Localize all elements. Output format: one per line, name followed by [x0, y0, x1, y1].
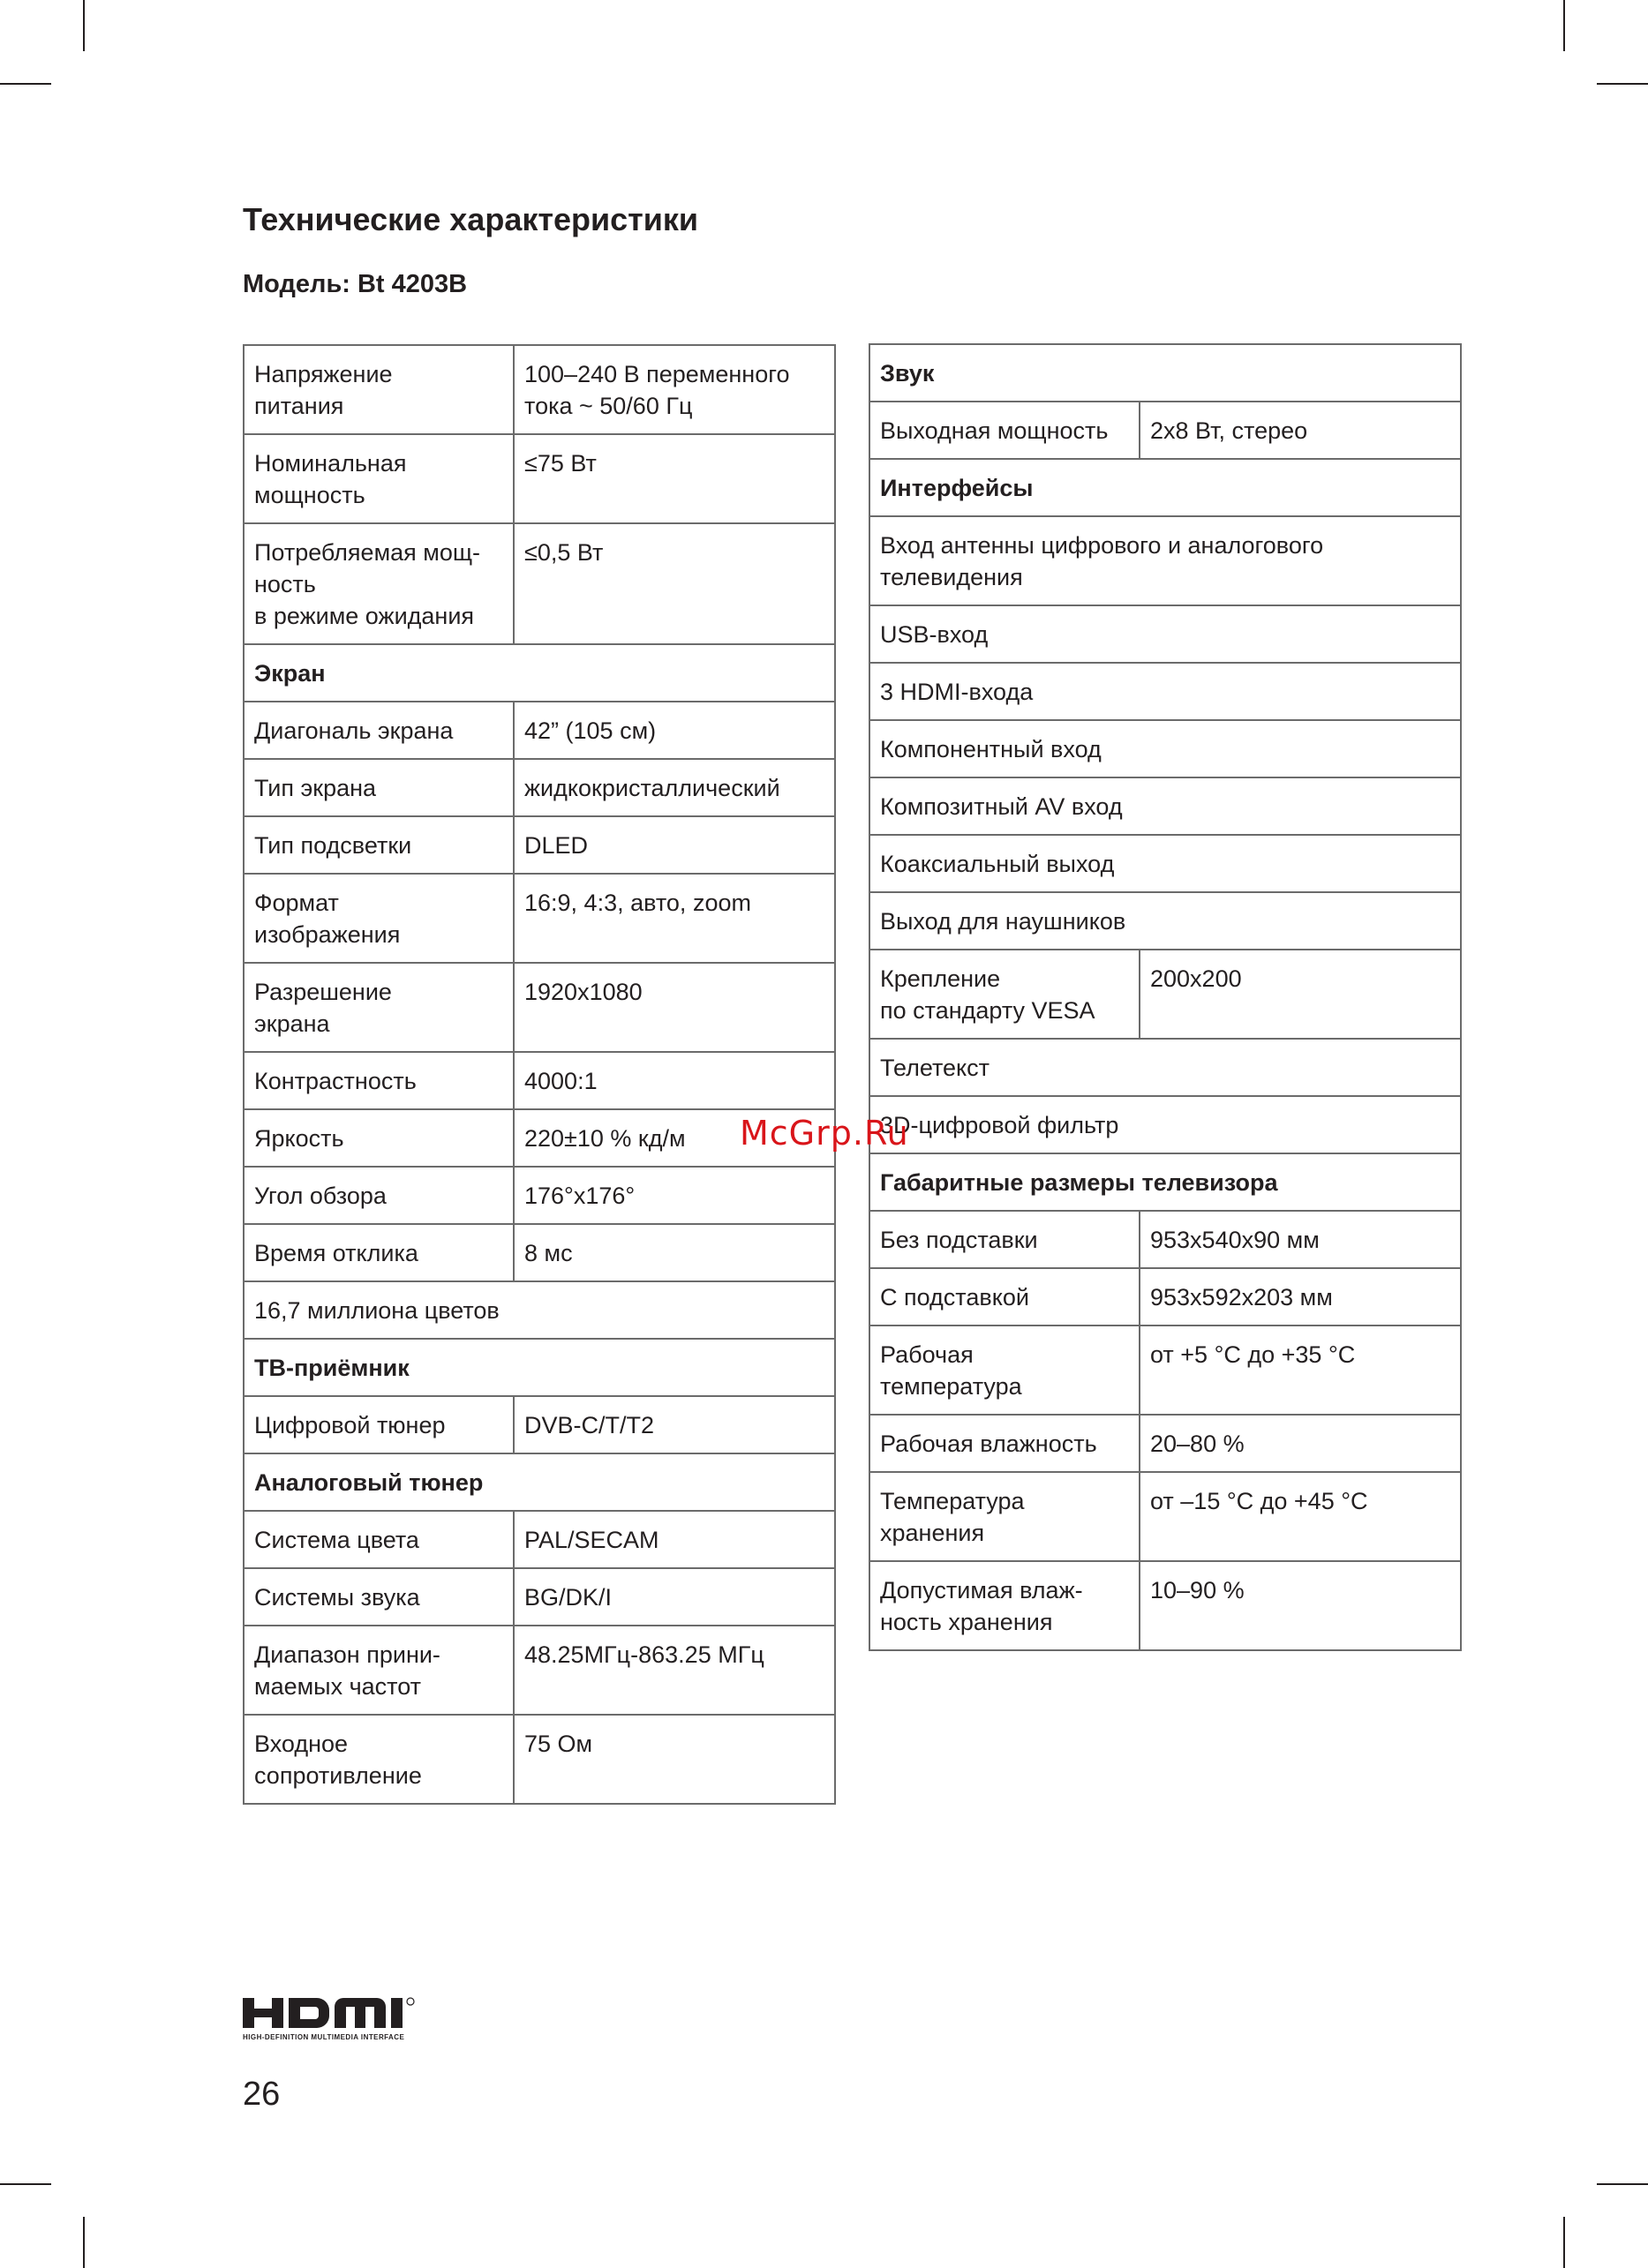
table-row — [244, 1568, 835, 1626]
table-row — [244, 345, 835, 434]
table-row — [244, 1167, 835, 1224]
table-row — [869, 1472, 1461, 1561]
spec-value: 4000:1 — [514, 1052, 835, 1109]
table-row — [244, 816, 835, 874]
table-row — [869, 777, 1461, 835]
spec-value: 2x8 Вт, стерео — [1140, 402, 1461, 459]
table-row — [244, 644, 835, 702]
table-row — [244, 1339, 835, 1396]
spec-item: Телетекст — [869, 1039, 1461, 1096]
table-row — [244, 1281, 835, 1339]
hdmi-tagline: HIGH-DEFINITION MULTIMEDIA INTERFACE — [243, 2033, 405, 2041]
spec-label: Система цвета — [244, 1511, 514, 1568]
spec-item: Вход антенны цифрового и аналогового телевидения — [869, 516, 1461, 605]
spec-label: Формат изображения — [244, 874, 514, 963]
spec-value: PAL/SECAM — [514, 1511, 835, 1568]
spec-value: 75 Ом — [514, 1715, 835, 1804]
spec-value: 100–240 В переменного тока ~ 50/60 Гц — [514, 345, 835, 434]
spec-label: С подставкой — [869, 1268, 1140, 1326]
spec-label: Системы звука — [244, 1568, 514, 1626]
spec-item: USB-вход — [869, 605, 1461, 663]
table-row — [244, 1396, 835, 1453]
table-row — [869, 516, 1461, 605]
spec-value: жидкокристаллический — [514, 759, 835, 816]
spec-label: Крепление по стандарту VESA — [869, 950, 1140, 1039]
table-row — [869, 1096, 1461, 1153]
table-row — [869, 605, 1461, 663]
table-row — [244, 523, 835, 644]
table-row — [244, 874, 835, 963]
table-row — [869, 663, 1461, 720]
table-row — [244, 1715, 835, 1804]
spec-label: Цифровой тюнер — [244, 1396, 514, 1453]
table-row — [244, 1224, 835, 1281]
crop-mark — [1597, 83, 1648, 85]
spec-value: 10–90 % — [1140, 1561, 1461, 1650]
spec-label: Допустимая влаж- ность хранения — [869, 1561, 1140, 1650]
spec-label: Входное сопротивление — [244, 1715, 514, 1804]
spec-value: 176°x176° — [514, 1167, 835, 1224]
spec-label: Напряжение питания — [244, 345, 514, 434]
spec-label: Без подставки — [869, 1211, 1140, 1268]
spec-value: 953x540x90 мм — [1140, 1211, 1461, 1268]
spec-label: Выходная мощность — [869, 402, 1140, 459]
table-row — [869, 1326, 1461, 1415]
spec-table-right — [869, 343, 1462, 1651]
spec-item: 3D-цифровой фильтр — [869, 1096, 1461, 1153]
table-row — [244, 1052, 835, 1109]
crop-mark — [1597, 2183, 1648, 2185]
model-heading: Модель: Bt 4203B — [243, 270, 468, 298]
spec-value: DVB-C/T/T2 — [514, 1396, 835, 1453]
table-row — [244, 434, 835, 523]
spec-value: 1920x1080 — [514, 963, 835, 1052]
table-row — [869, 1561, 1461, 1650]
table-row — [244, 702, 835, 759]
table-row — [869, 1415, 1461, 1472]
spec-item: Композитный AV вход — [869, 777, 1461, 835]
spec-value: от –15 °С до +45 °С — [1140, 1472, 1461, 1561]
spec-value: BG/DK/I — [514, 1568, 835, 1626]
crop-mark — [1563, 2217, 1565, 2268]
spec-label: Время отклика — [244, 1224, 514, 1281]
spec-label: Контрастность — [244, 1052, 514, 1109]
hdmi-logo — [243, 1996, 448, 2041]
spec-value: от +5 °С до +35 °С — [1140, 1326, 1461, 1415]
spec-label: Диагональ экрана — [244, 702, 514, 759]
spec-value: 200x200 — [1140, 950, 1461, 1039]
crop-mark — [0, 83, 51, 85]
table-row — [869, 1268, 1461, 1326]
section-header: Звук — [869, 344, 1461, 402]
crop-mark — [1563, 0, 1565, 51]
spec-label: Тип экрана — [244, 759, 514, 816]
spec-label: Температура хранения — [869, 1472, 1140, 1561]
crop-mark — [0, 2183, 51, 2185]
crop-mark — [83, 0, 85, 51]
table-row — [869, 950, 1461, 1039]
spec-label: Номинальная мощность — [244, 434, 514, 523]
hdmi-wordmark-icon — [243, 1996, 448, 2030]
table-row — [869, 1153, 1461, 1211]
spec-item: Компонентный вход — [869, 720, 1461, 777]
spec-value: 8 мс — [514, 1224, 835, 1281]
spec-label: Диапазон прини- маемых частот — [244, 1626, 514, 1715]
section-header: Аналоговый тюнер — [244, 1453, 835, 1511]
table-row — [869, 892, 1461, 950]
spec-value: 42” (105 см) — [514, 702, 835, 759]
table-row — [869, 835, 1461, 892]
spec-value: 16:9, 4:3, авто, zoom — [514, 874, 835, 963]
spec-label: Рабочая температура — [869, 1326, 1140, 1415]
spec-item: Коаксиальный выход — [869, 835, 1461, 892]
table-row — [869, 344, 1461, 402]
spec-value: ≤0,5 Вт — [514, 523, 835, 644]
spec-label: Рабочая влажность — [869, 1415, 1140, 1472]
spec-value: 953x592x203 мм — [1140, 1268, 1461, 1326]
table-row — [244, 1453, 835, 1511]
table-row — [244, 1511, 835, 1568]
section-header: ТВ-приёмник — [244, 1339, 835, 1396]
spec-value: 48.25МГц-863.25 МГц — [514, 1626, 835, 1715]
table-row — [244, 1626, 835, 1715]
page-number: 26 — [243, 2076, 281, 2113]
spec-label: Яркость — [244, 1109, 514, 1167]
spec-item: 3 HDMI-входа — [869, 663, 1461, 720]
table-row — [244, 963, 835, 1052]
spec-label: Угол обзора — [244, 1167, 514, 1224]
spec-value: ≤75 Вт — [514, 434, 835, 523]
section-header: Габаритные размеры телевизора — [869, 1153, 1461, 1211]
table-row — [869, 1211, 1461, 1268]
spec-label: Потребляемая мощ- ность в режиме ожидания — [244, 523, 514, 644]
table-row — [244, 759, 835, 816]
watermark: McGrp.Ru — [740, 1114, 909, 1153]
section-header: Интерфейсы — [869, 459, 1461, 516]
crop-mark — [83, 2217, 85, 2268]
table-row — [869, 1039, 1461, 1096]
table-row — [869, 402, 1461, 459]
spec-item: 16,7 миллиона цветов — [244, 1281, 835, 1339]
spec-value: DLED — [514, 816, 835, 874]
spec-table-left — [243, 344, 836, 1805]
spec-value: 20–80 % — [1140, 1415, 1461, 1472]
section-header: Экран — [244, 644, 835, 702]
spec-label: Разрешение экрана — [244, 963, 514, 1052]
spec-label: Тип подсветки — [244, 816, 514, 874]
spec-value: 220±10 % кд/м — [514, 1109, 835, 1167]
page-title: Технические характеристики — [243, 201, 699, 237]
table-row — [869, 720, 1461, 777]
table-row — [869, 459, 1461, 516]
spec-item: Выход для наушников — [869, 892, 1461, 950]
